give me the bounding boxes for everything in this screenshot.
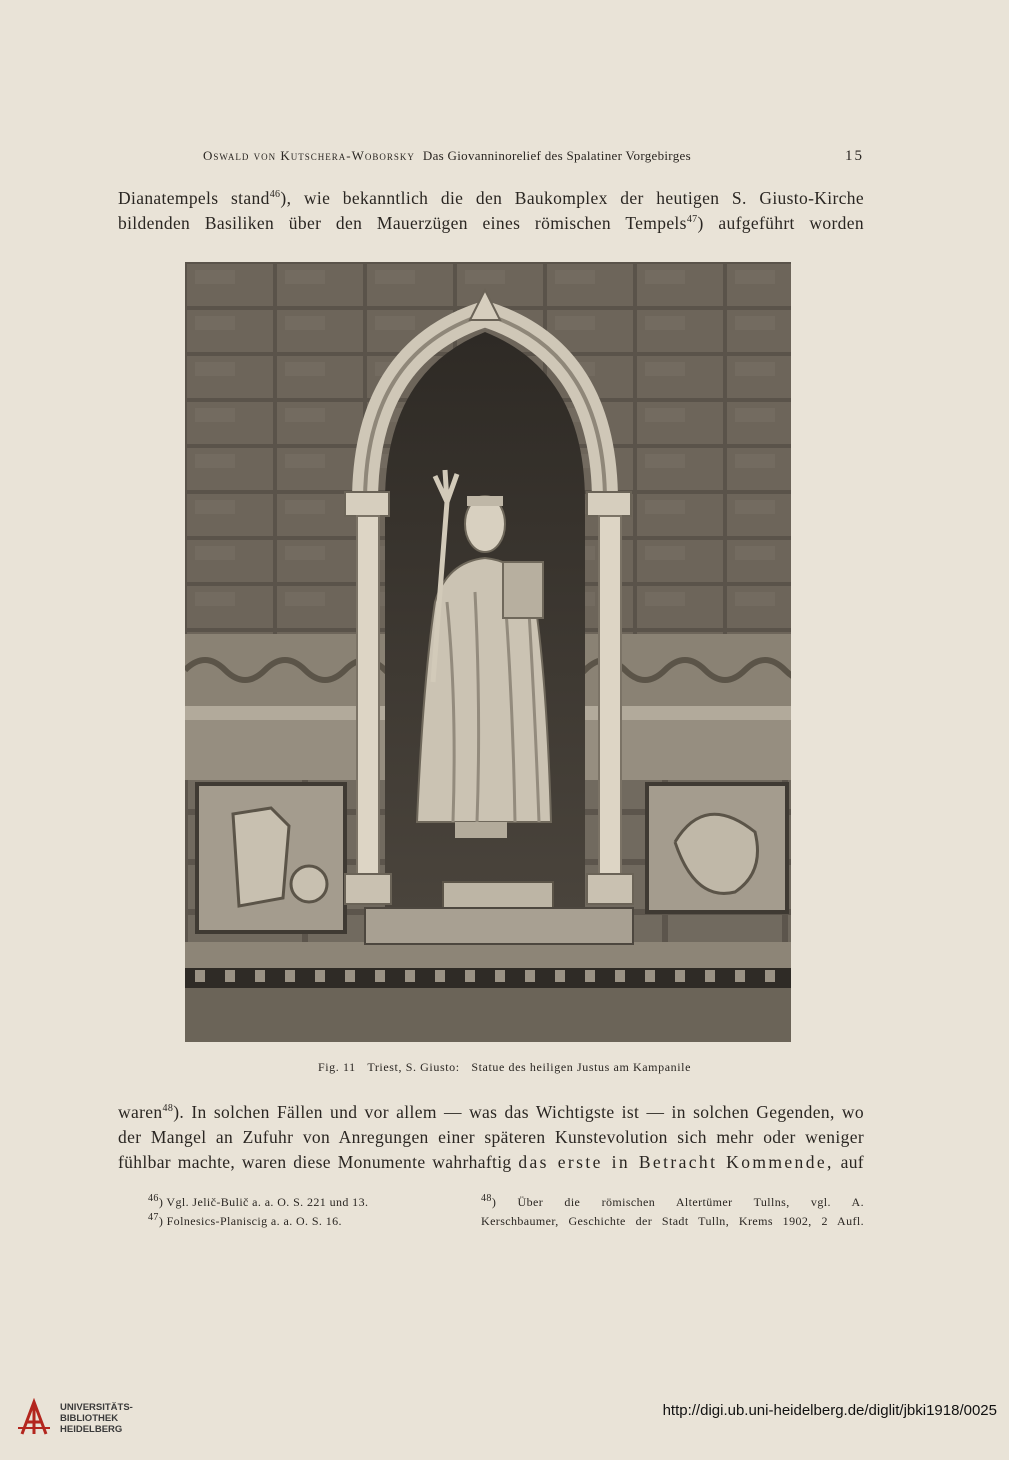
footnote-ref: 47 [686, 214, 698, 226]
text-line: bildenden Basiliken über den Mauerzügen eines römischen Tempels$^{47}$) aufgeführt worden [118, 213, 864, 233]
text-line: waren$^{48}$). In solchen Fällen und vor allem — was das Wichtigste ist — in solchen Gegenden, wo [118, 1102, 864, 1122]
figure-place: Triest, S. Giusto: [367, 1060, 460, 1074]
library-logo-icon [14, 1398, 54, 1438]
library-name: UNIVERSITÄTS- BIBLIOTHEK HEIDELBERG [60, 1402, 133, 1435]
footnote-48: $^{48}$) Über die römischen Altertümer Tullns, vgl. A. [481, 1193, 864, 1209]
text-line: Dianatempels stand$^{46}$), wie bekanntlich die den Baukomplex der heutigen S. Giusto-Kirche [118, 188, 864, 208]
page-number: 15 [845, 148, 864, 164]
figure-description: Statue des heiligen Justus am Kampanile [471, 1060, 692, 1074]
running-head-title: Das Giovanninorelief des Spalatiner Vorgebirges [422, 148, 691, 163]
figure-caption [0, 1060, 1009, 1075]
footnote-ref: 46 [269, 189, 281, 201]
running-head [118, 148, 864, 165]
emphasis-spaced: das erste in Betracht Kommende, [518, 1152, 834, 1172]
footnote-ref: 48 [162, 1103, 174, 1115]
statue-niche-illustration [185, 262, 791, 1042]
footnote-47: $^{47}$) Folnesics-Planiscig a. a. O. S. 16. [148, 1212, 342, 1228]
digitization-footer [0, 1396, 1009, 1436]
running-head-author: Oswald von Kutschera-Woborsky [203, 148, 415, 163]
body-text-top [118, 186, 864, 236]
source-url-link[interactable]: http://digi.ub.uni-heidelberg.de/diglit/jbki1918/0025 [662, 1402, 997, 1419]
text-line: fühlbar machte, waren diese Monumente wahrhaftig das erste in Betracht Kommende, auf [118, 1152, 864, 1172]
text-line: der Mangel an Zufuhr von Anregungen einer späteren Kunstevolution sich mehr oder weniger [118, 1127, 864, 1147]
footnote-46: $^{46}$) Vgl. Jelič-Bulič a. a. O. S. 221 und 13. [148, 1193, 369, 1209]
body-text-bottom [118, 1100, 864, 1175]
footnote-48-continued: Kerschbaumer, Geschichte der Stadt Tulln, Krems 1902, 2 Aufl. [481, 1214, 864, 1228]
figure-label: Fig. 11 [317, 1060, 356, 1074]
figure-photograph-statue [185, 262, 791, 1042]
